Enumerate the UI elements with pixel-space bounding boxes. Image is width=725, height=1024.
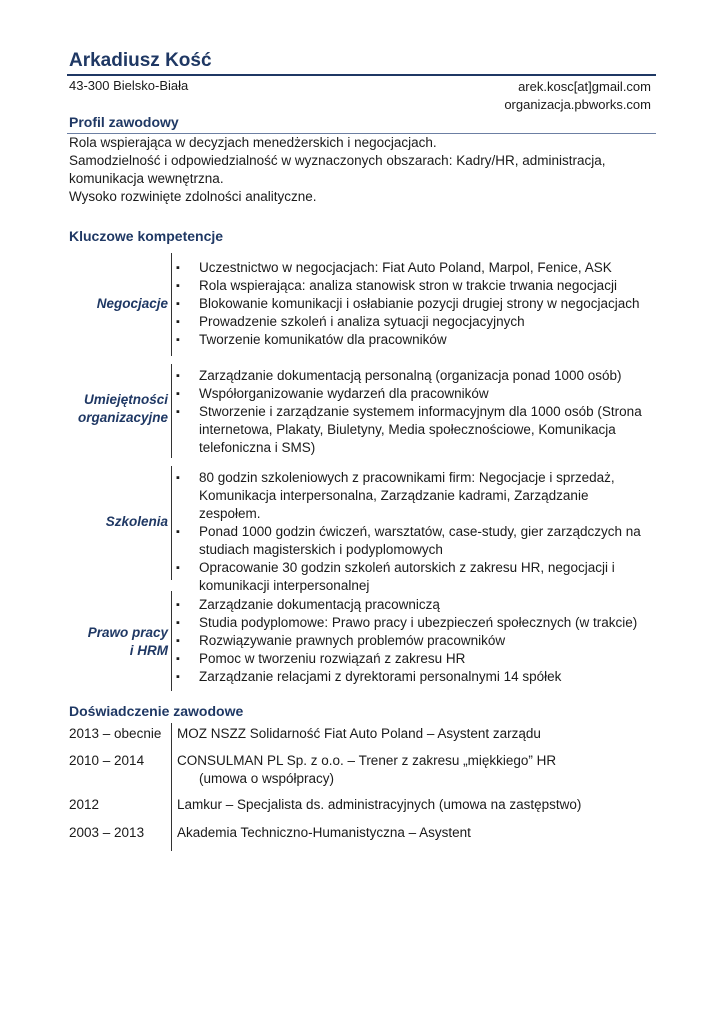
contact-block — [504, 78, 651, 114]
experience-period: 2003 – 2013 — [69, 825, 145, 840]
experience-description: MOZ NSZZ Solidarność Fiat Auto Poland – Asystent zarządu — [177, 726, 541, 741]
profile-text — [69, 134, 649, 206]
list-item: ▪ Stworzenie i zarządzanie systemem informacyjnym dla 1000 osób (Strona internetowa, Plakaty, Biuletyny, Media społecznościowe, Komunikacja telefoniczna i SMS) — [172, 403, 652, 457]
list-item: ▪ Zarządzanie dokumentacją pracowniczą — [172, 596, 652, 614]
experience-divider — [171, 723, 172, 851]
competence-label-negotiations: Negocjacje — [96, 296, 168, 311]
competence-list-training — [172, 469, 652, 595]
list-item: ▪ Współorganizowanie wydarzeń dla pracowników — [172, 385, 652, 403]
section-title-competences: Kluczowe kompetencje — [69, 228, 224, 244]
list-item: ▪ Blokowanie komunikacji i osłabianie pozycji drugiej strony w negocjacjach — [172, 295, 652, 313]
list-item: ▪ Zarządzanie dokumentacją personalną (organizacja ponad 1000 osób) — [172, 367, 652, 385]
list-item: ▪ Prowadzenie szkoleń i analiza sytuacji negocjacyjnych — [172, 313, 652, 331]
list-item: ▪ 80 godzin szkoleniowych z pracownikami firm: Negocjacje i sprzedaż, Komunikacja interpersonalna, Zarządzanie kadrami, Zarządzanie zespołem. — [172, 469, 652, 523]
header-divider — [67, 74, 656, 76]
list-item: ▪ Tworzenie komunikatów dla pracowników — [172, 331, 652, 349]
list-item: ▪ Rola wspierająca: analiza stanowisk stron w trakcie trwania negocjacji — [172, 277, 652, 295]
experience-description: CONSULMAN PL Sp. z o.o. – Trener z zakresu „miękkiego” HR (umowa o współpracy) — [177, 753, 557, 786]
address: 43-300 Bielsko-Biała — [69, 78, 189, 93]
website-link[interactable]: organizacja.pbworks.com — [504, 97, 651, 112]
candidate-name: Arkadiusz Kość — [69, 50, 212, 71]
competence-label-labor-law: Prawo pracy i HRM — [87, 625, 168, 658]
section-title-experience: Doświadczenie zawodowe — [69, 703, 244, 719]
profile-line: Rola wspierająca w decyzjach menedżerskich i negocjacjach. — [69, 135, 437, 150]
profile-line: Wysoko rozwinięte zdolności analityczne. — [69, 189, 317, 204]
competence-list-negotiations — [172, 259, 652, 349]
competence-label-training: Szkolenia — [105, 514, 168, 529]
competence-list-organizational — [172, 367, 652, 457]
experience-period: 2013 – obecnie — [69, 726, 162, 741]
list-item: ▪ Rozwiązywanie prawnych problemów pracowników — [172, 632, 652, 650]
experience-period: 2010 – 2014 — [69, 753, 145, 768]
list-item: ▪ Zarządzanie relacjami z dyrektorami personalnymi 14 spółek — [172, 668, 652, 686]
list-item: ▪ Pomoc w tworzeniu rozwiązań z zakresu HR — [172, 650, 652, 668]
email: arek.kosc[at]gmail.com — [518, 79, 651, 94]
list-item: ▪ Studia podyplomowe: Prawo pracy i ubezpieczeń społecznych (w trakcie) — [172, 614, 652, 632]
experience-description: Akademia Techniczno-Humanistyczna – Asystent — [177, 825, 471, 840]
list-item: ▪ Ponad 1000 godzin ćwiczeń, warsztatów, case-study, gier zarządczych na studiach magisterskich i podyplomowych — [172, 523, 652, 559]
competence-list-labor-law — [172, 596, 652, 686]
list-item: ▪ Opracowanie 30 godzin szkoleń autorskich z zakresu HR, negocjacji i komunikacji interpersonalnej — [172, 559, 652, 595]
section-title-profile: Profil zawodowy — [69, 114, 179, 130]
profile-line: Samodzielność i odpowiedzialność w wyznaczonych obszarach: Kadry/HR, administracja, komunikacja wewnętrzna. — [69, 153, 606, 186]
competence-label-organizational: Umiejętności organizacyjne — [77, 392, 168, 425]
list-item: ▪ Uczestnictwo w negocjacjach: Fiat Auto Poland, Marpol, Fenice, ASK — [172, 259, 652, 277]
experience-period: 2012 — [69, 797, 100, 812]
experience-description: Lamkur – Specjalista ds. administracyjnych (umowa na zastępstwo) — [177, 797, 582, 812]
